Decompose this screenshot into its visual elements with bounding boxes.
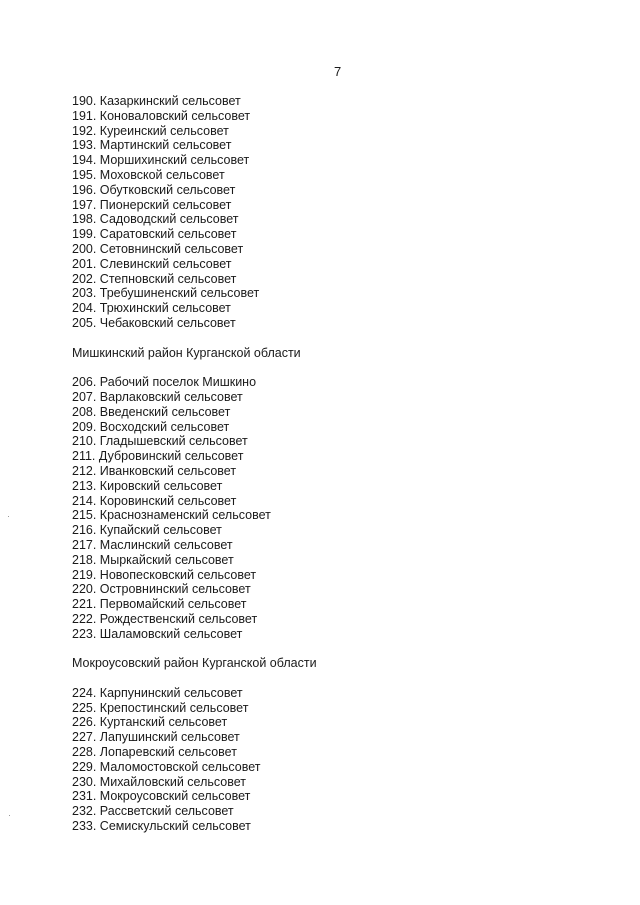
list-item: 203. Требушиненский сельсовет bbox=[72, 286, 260, 301]
list-item: 212. Иванковский сельсовет bbox=[72, 463, 237, 478]
list-item: 225. Крепостинский сельсовет bbox=[72, 700, 249, 715]
scan-speck bbox=[8, 516, 9, 517]
list-item: 192. Куреинский сельсовет bbox=[72, 123, 229, 138]
list-item: 206. Рабочий поселок Мишкино bbox=[72, 375, 257, 390]
list-item: 221. Первомайский сельсовет bbox=[72, 597, 247, 612]
section-heading-mishkino: Мишкинский район Курганской области bbox=[72, 345, 301, 360]
list-item: 204. Трюхинский сельсовет bbox=[72, 301, 231, 316]
list-item: 217. Маслинский сельсовет bbox=[72, 537, 233, 552]
list-item: 207. Варлаковский сельсовет bbox=[72, 389, 243, 404]
list-item: 199. Саратовский сельсовет bbox=[72, 227, 237, 242]
list-item: 222. Рождественский сельсовет bbox=[72, 611, 258, 626]
list-item: 205. Чебаковский сельсовет bbox=[72, 315, 236, 330]
list-item: 210. Гладышевский сельсовет bbox=[72, 434, 248, 449]
list-item: 197. Пионерский сельсовет bbox=[72, 197, 232, 212]
list-item: 190. Казаркинский сельсовет bbox=[72, 94, 241, 108]
document-body bbox=[72, 94, 592, 834]
list-group-mishkino bbox=[72, 375, 592, 641]
list-item: 229. Маломостовской сельсовет bbox=[72, 759, 261, 774]
list-item: 224. Карпунинский сельсовет bbox=[72, 685, 243, 700]
list-item: 209. Восходский сельсовет bbox=[72, 419, 230, 434]
list-item: 194. Моршихинский сельсовет bbox=[72, 153, 250, 168]
list-item: 202. Степновский сельсовет bbox=[72, 271, 237, 286]
list-item: 191. Коноваловский сельсовет bbox=[72, 108, 251, 123]
scan-speck bbox=[9, 815, 10, 816]
list-item: 216. Купайский сельсовет bbox=[72, 523, 222, 538]
list-item: 228. Лопаревский сельсовет bbox=[72, 745, 237, 760]
list-item: 223. Шаламовский сельсовет bbox=[72, 626, 243, 641]
list-item: 208. Введенский сельсовет bbox=[72, 404, 231, 419]
page-number: 7 bbox=[334, 64, 342, 79]
list-item: 214. Коровинский сельсовет bbox=[72, 493, 237, 508]
list-item: 195. Моховской сельсовет bbox=[72, 167, 225, 182]
list-item: 230. Михайловский сельсовет bbox=[72, 774, 246, 789]
list-item: 215. Краснознаменский сельсовет bbox=[72, 508, 271, 523]
section-heading-mokrousovo: Мокроусовский район Курганской области bbox=[72, 656, 317, 671]
list-item: 211. Дубровинский сельсовет bbox=[72, 449, 244, 464]
list-item: 201. Слевинский сельсовет bbox=[72, 256, 232, 271]
list-item: 220. Островнинский сельсовет bbox=[72, 582, 251, 597]
list-item: 227. Лапушинский сельсовет bbox=[72, 730, 240, 745]
list-item: 213. Кировский сельсовет bbox=[72, 478, 223, 493]
list-item: 196. Обутковский сельсовет bbox=[72, 182, 236, 197]
list-item: 232. Рассветский сельсовет bbox=[72, 804, 234, 819]
list-item: 231. Мокроусовский сельсовет bbox=[72, 789, 251, 804]
list-item: 193. Мартинский сельсовет bbox=[72, 138, 232, 153]
list-item: 233. Семискульский сельсовет bbox=[72, 819, 251, 834]
list-item: 218. Мыркайский сельсовет bbox=[72, 552, 234, 567]
list-group-continued bbox=[72, 94, 592, 331]
list-group-mokrousovo bbox=[72, 686, 592, 834]
list-item: 219. Новопесковский сельсовет bbox=[72, 567, 257, 582]
list-item: 200. Сетовнинский сельсовет bbox=[72, 241, 244, 256]
list-item: 226. Куртанский сельсовет bbox=[72, 715, 228, 730]
list-item: 198. Садоводский сельсовет bbox=[72, 212, 239, 227]
